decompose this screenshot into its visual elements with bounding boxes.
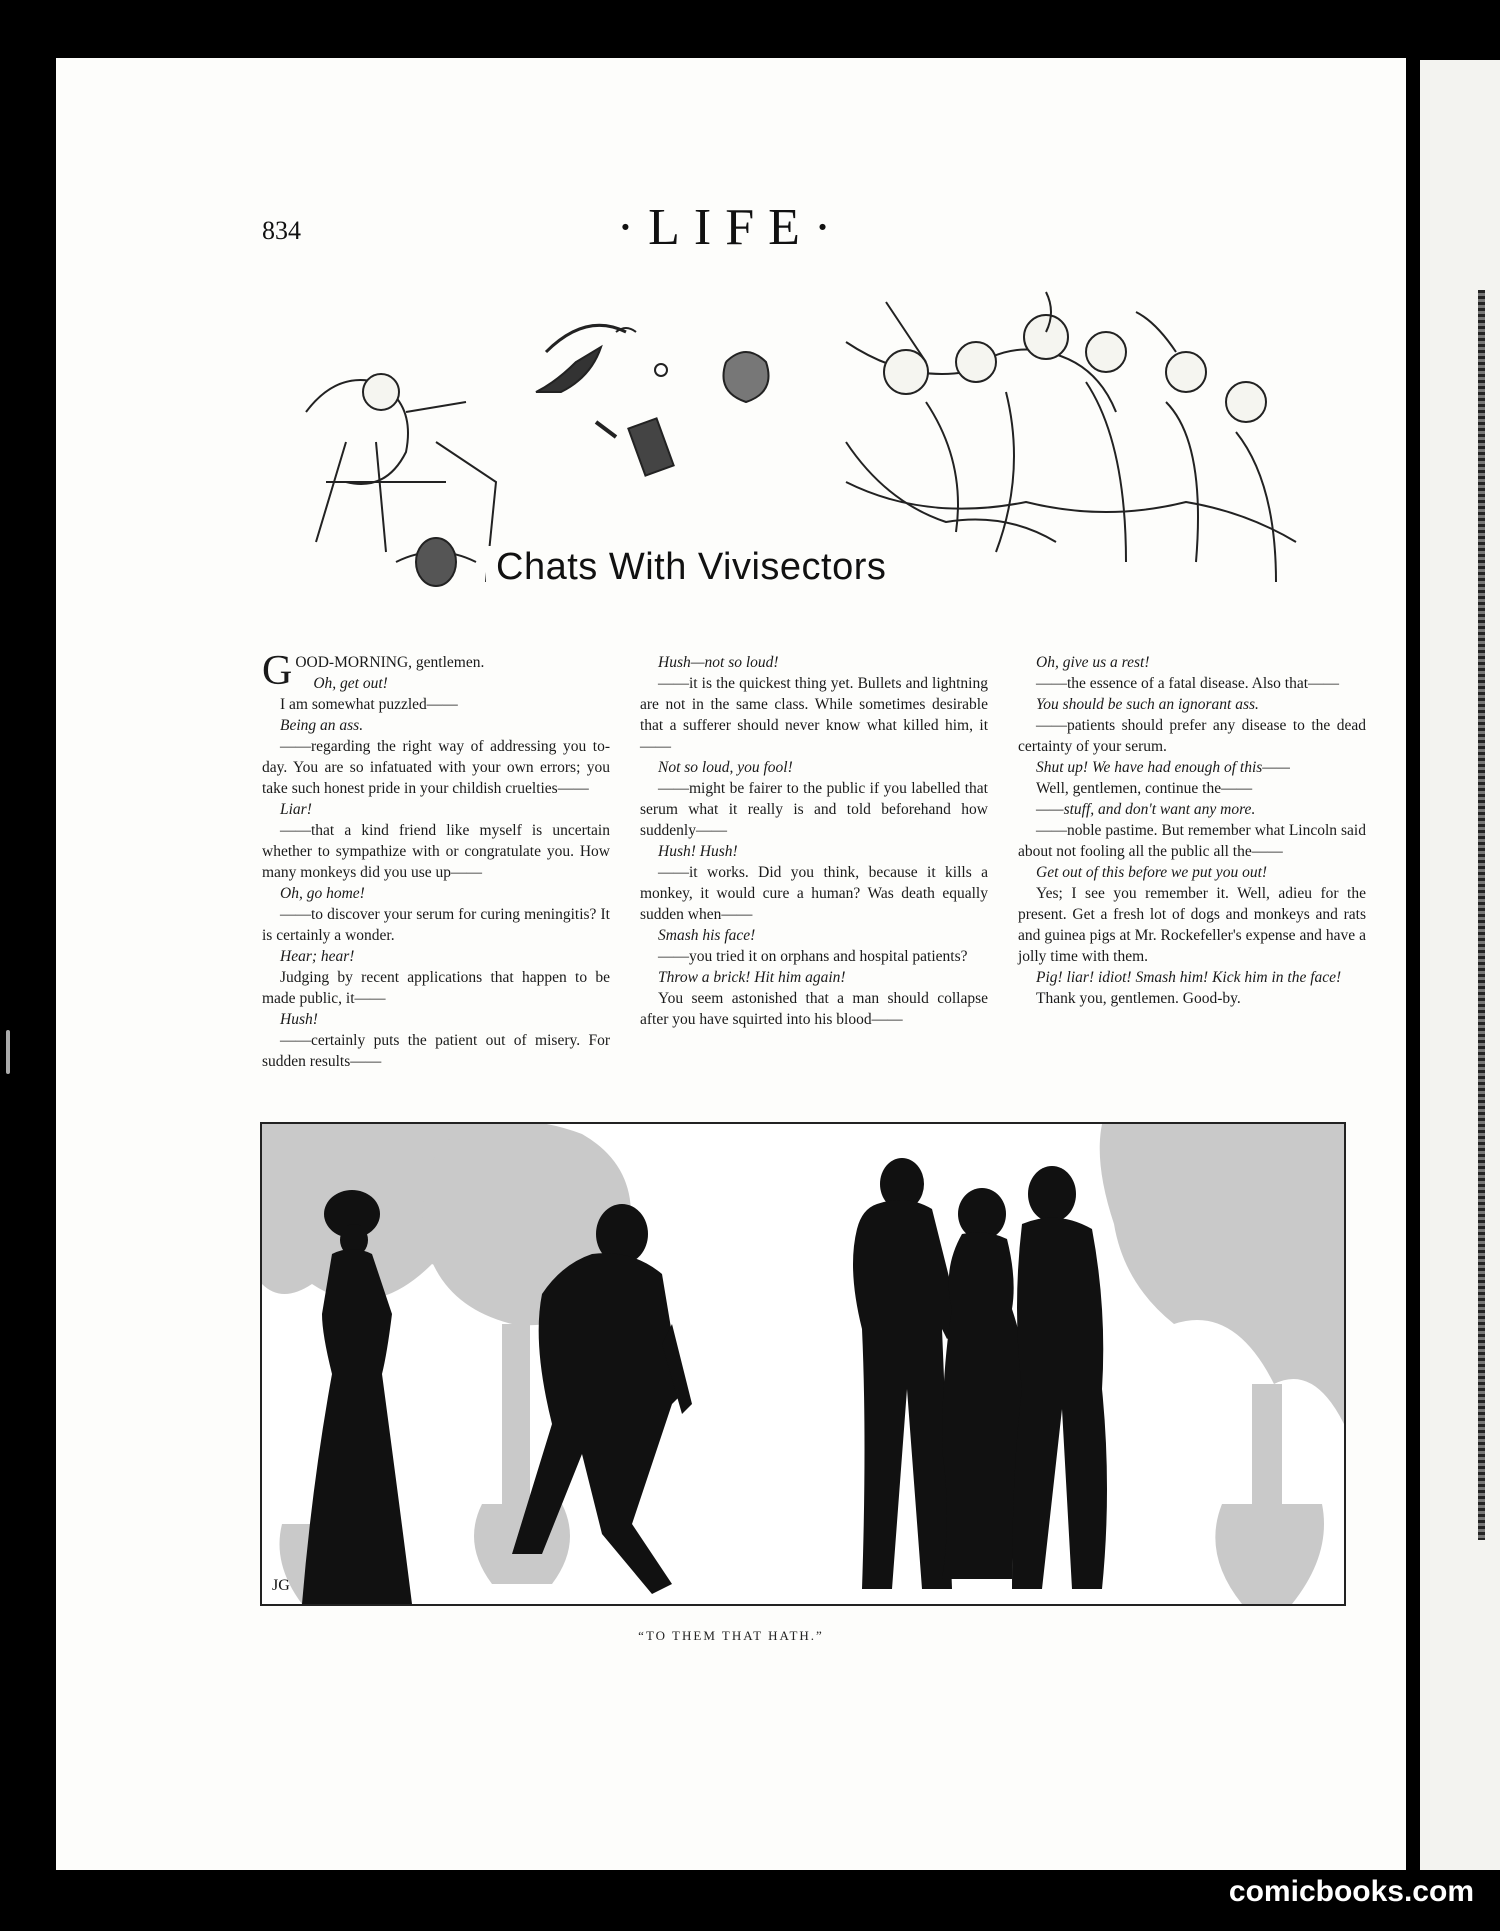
article-paragraph: You should be such an ignorant ass. (1036, 696, 1259, 713)
article-paragraph: Hear; hear! (280, 948, 355, 965)
article-paragraph: ——that a kind friend like myself is uncertain whether to sympathize with or congratulate you. How many monkeys did you use up—— (262, 822, 610, 881)
article-column-1 (262, 648, 610, 1072)
article-title: Chats With Vivisectors (486, 546, 896, 589)
article-paragraph: Hush! (280, 1011, 318, 1028)
article-paragraph: Get out of this before we put you out! (1036, 864, 1268, 881)
article-paragraph: ——the essence of a fatal disease. Also that—— (1036, 675, 1340, 692)
article-paragraph: ——certainly puts the patient out of misery. For sudden results—— (262, 1032, 610, 1070)
page-number: 834 (262, 216, 301, 245)
binding-mark (6, 1030, 10, 1074)
article-paragraph: ——you tried it on orphans and hospital patients? (658, 948, 968, 965)
article-paragraph-text: OOD-MORNING, gentlemen. (295, 654, 485, 671)
article-paragraph: Hush! Hush! (658, 843, 738, 860)
article-paragraph: ——it is the quickest thing yet. Bullets and lightning are not in the same class. While sometimes desirable that a sufferer should never know what killed him, it—— (640, 675, 988, 755)
article-paragraph: Liar! (280, 801, 312, 818)
article-paragraph: ——might be fairer to the public if you labelled that serum what it really is and told beforehand how suddenly—— (640, 780, 988, 839)
adjacent-page-edge (1420, 60, 1500, 1870)
article-paragraph: I am somewhat puzzled—— (280, 696, 458, 713)
drop-cap: G (262, 648, 293, 694)
article-paragraph: ——it works. Did you think, because it kills a monkey, it would cure a human? Was death equally sudden when—— (640, 864, 988, 923)
article-column-2 (640, 652, 988, 1030)
article-paragraph: Thank you, gentlemen. Good-by. (1036, 990, 1241, 1007)
article-paragraph: Judging by recent applications that happen to be made public, it—— (262, 969, 610, 1007)
article-column-3 (1018, 652, 1366, 1009)
article-paragraph: Oh, go home! (280, 885, 365, 902)
article-paragraph: Pig! liar! idiot! Smash him! Kick him in the face! (1036, 969, 1342, 986)
masthead-life: ·LIFE· (616, 199, 846, 256)
article-paragraph: Being an ass. (280, 717, 364, 734)
article-paragraph: ——stuff, and don't want any more. (1036, 801, 1256, 818)
article-paragraph: ——patients should prefer any disease to the dead certainty of your serum. (1018, 717, 1366, 755)
article-paragraph: ——to discover your serum for curing meningitis? It is certainly a wonder. (262, 906, 610, 944)
article-paragraph: Throw a brick! Hit him again! (658, 969, 846, 986)
silhouette-cartoon (260, 1122, 1346, 1606)
article-paragraph: Yes; I see you remember it. Well, adieu for the present. Get a fresh lot of dogs and monkeys and rats and guinea pigs at Mr. Rockefeller's expense and have a jolly time with them. (1018, 885, 1366, 965)
article-paragraph: Shut up! We have had enough of this—— (1036, 759, 1290, 776)
article-paragraph: Well, gentlemen, continue the—— (1036, 780, 1253, 797)
article-paragraph: Not so loud, you fool! (658, 759, 793, 776)
artist-signature: JG (272, 1577, 290, 1594)
article-paragraph: ——regarding the right way of addressing you to-day. You are so infatuated with your own errors; you take such honest pride in your childish cruelties—— (262, 738, 610, 797)
article-paragraph: Smash his face! (658, 927, 756, 944)
article-paragraph: ——noble pastime. But remember what Lincoln said about not fooling all the public all the—— (1018, 822, 1366, 860)
magazine-page (56, 58, 1406, 1870)
article-paragraph: Hush—not so loud! (658, 654, 779, 671)
site-watermark: comicbooks.com (1228, 1875, 1474, 1908)
article-paragraph: Oh, get out! (313, 675, 388, 692)
article-paragraph: Oh, give us a rest! (1036, 654, 1150, 671)
cartoon-caption: “TO THEM THAT HATH.” (638, 1628, 824, 1643)
article-paragraph: You seem astonished that a man should collapse after you have squirted into his blood—— (640, 990, 988, 1028)
cartoon-illustration (262, 1124, 1344, 1604)
